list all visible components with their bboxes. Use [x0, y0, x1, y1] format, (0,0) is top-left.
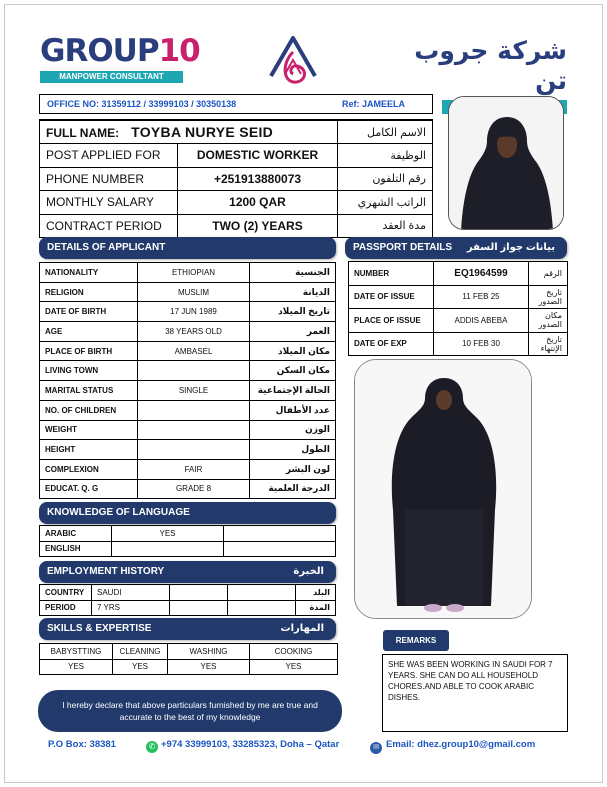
personal-info-table [39, 119, 433, 238]
country-value: SAUDI [92, 585, 170, 601]
table-row [40, 440, 336, 460]
table-row [40, 400, 336, 420]
detail-label: EDUCAT. Q. G [40, 479, 138, 499]
detail-label: AGE [40, 322, 138, 342]
detail-arabic: تاريخ الميلاد [250, 302, 336, 322]
logo-subtitle: MANPOWER CONSULTANT [40, 71, 183, 83]
table-row [40, 420, 336, 440]
detail-value [138, 420, 250, 440]
period-value: 7 YRS [92, 600, 170, 616]
detail-arabic: لون البشر [250, 459, 336, 479]
contract-arabic: مدة العقد [338, 214, 433, 238]
skill-washing-value: YES [168, 659, 250, 675]
passport-label: DATE OF ISSUE [349, 285, 434, 309]
country-extra-2 [228, 585, 296, 601]
detail-label: WEIGHT [40, 420, 138, 440]
logo-arabic-text: شركة جروب تن [414, 36, 567, 95]
full-name-value: TOYBA NURYE SEID [131, 124, 274, 140]
logo-ten-text: 10 [158, 33, 200, 69]
arabic-label: ARABIC [40, 526, 112, 542]
table-row [40, 167, 433, 191]
detail-label: LIVING TOWN [40, 361, 138, 381]
table-row [349, 285, 568, 309]
passport-value: 11 FEB 25 [434, 285, 529, 309]
post-arabic: الوظيفة [338, 144, 433, 168]
detail-value: ETHIOPIAN [138, 263, 250, 283]
detail-value: MUSLIM [138, 282, 250, 302]
detail-value: 17 JUN 1989 [138, 302, 250, 322]
passport-section-header [345, 237, 567, 259]
passport-arabic: الرقم [529, 262, 568, 286]
detail-arabic: الديانة [250, 282, 336, 302]
employment-table [39, 584, 336, 616]
table-row [40, 381, 336, 401]
table-row [40, 341, 336, 361]
office-bar [39, 94, 433, 114]
employment-heading-arabic: الخبرة [293, 566, 324, 577]
arabic-extra [224, 526, 336, 542]
skill-babysitting: BABYSTTING [40, 644, 113, 660]
country-label: COUNTRY [40, 585, 92, 601]
applicant-full-photo [354, 359, 532, 619]
table-row [40, 282, 336, 302]
passport-label: PLACE OF ISSUE [349, 309, 434, 333]
table-row [40, 144, 433, 168]
language-table [39, 525, 336, 557]
salary-value: 1200 QAR [178, 191, 338, 215]
detail-value: 38 YEARS OLD [138, 322, 250, 342]
table-row [40, 459, 336, 479]
detail-label: COMPLEXION [40, 459, 138, 479]
detail-arabic: الدرجة العلمية [250, 479, 336, 499]
email-icon: ✉ [370, 742, 382, 754]
office-number: OFFICE NO: 31359112 / 33999103 / 30350138 [47, 99, 237, 109]
skill-washing: WASHING [168, 644, 250, 660]
table-row [40, 322, 336, 342]
detail-arabic: الطول [250, 440, 336, 460]
passport-label: DATE OF EXP [349, 332, 434, 356]
detail-label: MARITAL STATUS [40, 381, 138, 401]
detail-label: NATIONALITY [40, 263, 138, 283]
skill-cleaning: CLEANING [113, 644, 168, 660]
table-row [40, 585, 336, 601]
detail-arabic: الجنسية [250, 263, 336, 283]
employment-heading: EMPLOYMENT HISTORY [47, 566, 165, 577]
applicant-details-table [39, 262, 336, 499]
passport-value: EQ1964599 [434, 262, 529, 286]
passport-arabic: مكان الصدور [529, 309, 568, 333]
group10-emblem-icon [263, 32, 323, 90]
table-row [40, 600, 336, 616]
footer-phone-text: +974 33999103, 33285323, Doha – Qatar [161, 739, 340, 750]
skill-cooking-value: YES [250, 659, 338, 675]
passport-label: NUMBER [349, 262, 434, 286]
skill-cleaning-value: YES [113, 659, 168, 675]
period-extra-2 [228, 600, 296, 616]
table-row [40, 302, 336, 322]
remarks-text: SHE WAS BEEN WORKING IN SAUDI FOR 7 YEARS. SHE CAN DO ALL HOUSEHOLD CHORES.AND ABLE TO COOK ARABIC DISHES. [382, 654, 568, 732]
po-box: P.O Box: 38381 [48, 739, 116, 750]
passport-heading: PASSPORT DETAILS [353, 242, 453, 253]
phone-value: +251913880073 [178, 167, 338, 191]
detail-arabic: الحالة الإجتماعية [250, 381, 336, 401]
declaration: I hereby declare that above particulars furnished by me are true and accurate to the best of my knowledge [38, 690, 342, 732]
country-arabic: البلد [296, 585, 336, 601]
phone-label: PHONE NUMBER [40, 167, 178, 191]
skill-cooking: COOKING [250, 644, 338, 660]
table-row [40, 479, 336, 499]
group10-logo [40, 33, 200, 83]
skills-heading: SKILLS & EXPERTISE [47, 623, 152, 634]
skills-section-header [39, 618, 336, 640]
table-row [40, 526, 336, 542]
applicant-portrait-photo [448, 96, 564, 230]
detail-arabic: الوزن [250, 420, 336, 440]
language-section-header [39, 502, 336, 524]
period-label: PERIOD [40, 600, 92, 616]
table-row [40, 541, 336, 557]
details-section-header [39, 237, 336, 259]
passport-details-table [348, 261, 568, 356]
detail-arabic: مكان السكن [250, 361, 336, 381]
table-row [349, 309, 568, 333]
table-row [40, 214, 433, 238]
arabic-value: YES [112, 526, 224, 542]
phone-arabic: رقم التلفون [338, 167, 433, 191]
employment-section-header [39, 561, 336, 583]
full-name-cell [40, 120, 338, 144]
detail-value [138, 400, 250, 420]
full-name-arabic: الاسم الكامل [338, 120, 433, 144]
remarks-header: REMARKS [383, 630, 449, 651]
english-extra [224, 541, 336, 557]
period-arabic: المدة [296, 600, 336, 616]
detail-value [138, 440, 250, 460]
detail-value [138, 361, 250, 381]
skills-table [39, 643, 338, 675]
post-value: DOMESTIC WORKER [178, 144, 338, 168]
table-row [40, 120, 433, 144]
detail-label: NO. OF CHILDREN [40, 400, 138, 420]
salary-label: MONTHLY SALARY [40, 191, 178, 215]
whatsapp-icon: ✆ [146, 741, 158, 753]
footer-phone [146, 739, 339, 753]
salary-arabic: الراتب الشهري [338, 191, 433, 215]
contract-label: CONTRACT PERIOD [40, 214, 178, 238]
passport-heading-arabic: بيانات جواز السفر [466, 242, 555, 253]
contract-value: TWO (2) YEARS [178, 214, 338, 238]
detail-value: FAIR [138, 459, 250, 479]
table-row [40, 659, 338, 675]
reference: Ref: JAMEELA [342, 99, 406, 109]
detail-arabic: مكان الميلاد [250, 341, 336, 361]
detail-value: SINGLE [138, 381, 250, 401]
passport-value: ADDIS ABEBA [434, 309, 529, 333]
table-row [349, 332, 568, 356]
logo-group-text: GROUP [40, 33, 159, 69]
detail-value: AMBASEL [138, 341, 250, 361]
table-row [40, 361, 336, 381]
detail-label: RELIGION [40, 282, 138, 302]
detail-arabic: العمر [250, 322, 336, 342]
detail-arabic: عدد الأطفال [250, 400, 336, 420]
footer-email[interactable] [370, 739, 535, 754]
detail-value: GRADE 8 [138, 479, 250, 499]
table-row [40, 191, 433, 215]
language-heading: KNOWLEDGE OF LANGUAGE [47, 507, 190, 518]
passport-arabic: تاريخ الصدور [529, 285, 568, 309]
period-extra-1 [170, 600, 228, 616]
table-row [40, 644, 338, 660]
passport-arabic: تاريخ الإنتهاء [529, 332, 568, 356]
table-row [349, 262, 568, 286]
skill-babysitting-value: YES [40, 659, 113, 675]
table-row [40, 263, 336, 283]
skills-heading-arabic: المهارات [280, 623, 324, 634]
detail-label: DATE OF BIRTH [40, 302, 138, 322]
english-value [112, 541, 224, 557]
details-heading: DETAILS OF APPLICANT [47, 242, 166, 253]
english-label: ENGLISH [40, 541, 112, 557]
detail-label: PLACE OF BIRTH [40, 341, 138, 361]
passport-value: 10 FEB 30 [434, 332, 529, 356]
detail-label: HEIGHT [40, 440, 138, 460]
country-extra-1 [170, 585, 228, 601]
post-label: POST APPLIED FOR [40, 144, 178, 168]
full-name-label: FULL NAME: [46, 126, 120, 140]
footer-email-text[interactable]: Email: dhez.group10@gmail.com [386, 739, 536, 750]
